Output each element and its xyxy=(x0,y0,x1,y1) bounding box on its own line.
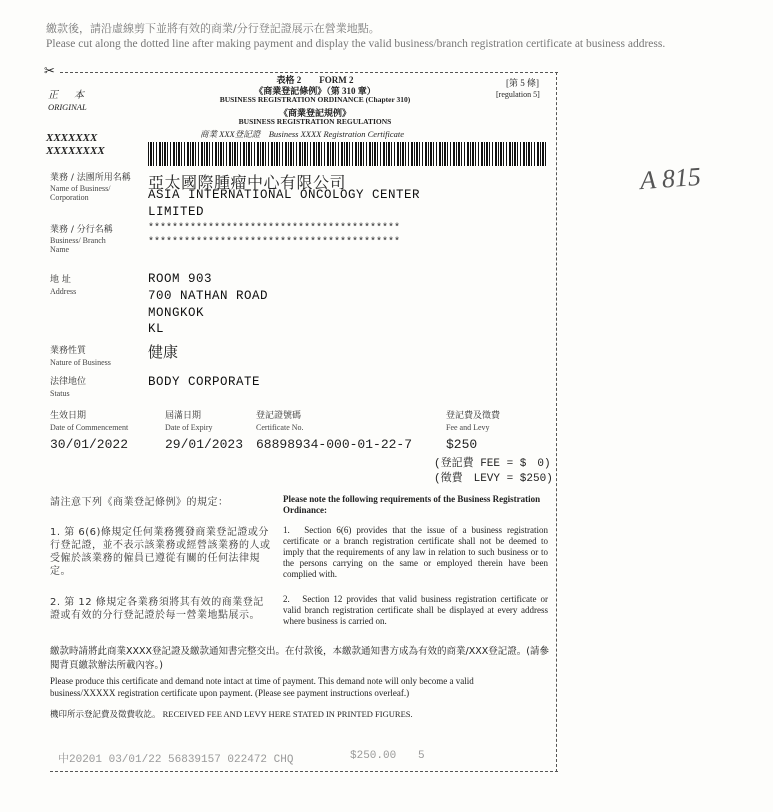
status-label-zh: 法律地位 xyxy=(50,377,87,387)
barcode xyxy=(148,142,548,166)
certificate-number: 68898934-000-01-22-7 xyxy=(256,437,413,452)
ordinance-en: BUSINESS REGISTRATION ORDINANCE (Chapter 310) xyxy=(219,95,411,104)
notice-en: Please cut along the dotted line after making payment and display the valid business/branch registration certificate at business address. xyxy=(46,38,666,50)
address-label-zh: 地 址 xyxy=(50,275,71,285)
copy-label-en: ORIGINAL xyxy=(48,102,87,112)
form-number: 表格 2 FORM 2 xyxy=(276,75,354,85)
notice-zh: 繳款後，請沿虛線剪下並將有效的商業/分行登記證展示在營業地點。 xyxy=(46,22,380,35)
note-1-en: 1. Section 6(6) provides that the issue of a business registration certificate or a branch registration certificate shall not be deemed to imply that the requirements of any law in relation to such business or to the persons carrying on the same or employed therein have been complied with. xyxy=(283,525,548,579)
handwritten-note: A 815 xyxy=(639,161,702,196)
footer-para-en-2: business/XXXXX registration certificate upon payment. (Please see payment instructions overleaf.) xyxy=(50,688,410,698)
payment-stamp-code: 5 xyxy=(418,750,425,762)
masked-text-2: XXXXXXXX xyxy=(46,145,105,157)
regulation-ref-zh: [第 5 條] xyxy=(506,78,539,88)
commence-label-en: Date of Commencement xyxy=(50,423,129,432)
commence-date: 30/01/2022 xyxy=(50,437,129,452)
notes-intro-en: Please note the following requirements of the Business Registration Ordinance: xyxy=(283,494,541,515)
branch-name-2: ****************************************** xyxy=(148,237,401,248)
nature-value: 健康 xyxy=(148,343,179,361)
regulation-ref-en: [regulation 5] xyxy=(496,90,540,99)
expiry-label-en: Date of Expiry xyxy=(165,423,213,432)
note-2-zh: 2. 第 12 條規定各業務須將其有效的商業登記證或有效的分行登記證於每一營業地點展示。 xyxy=(50,597,264,621)
regulations-en: BUSINESS REGISTRATION REGULATIONS xyxy=(238,117,392,126)
payment-stamp: 中20201 03/01/22 56839157 022472 CHQ xyxy=(58,754,294,766)
received-statement: 機印所示登記費及徵費收訖。 RECEIVED FEE AND LEVY HERE STATED IN PRINTED FIGURES. xyxy=(50,709,413,719)
name-label-en: Name of Business/ Corporation xyxy=(50,184,111,202)
fee-label-zh: 登記費及徵費 xyxy=(446,411,501,421)
levy-breakdown: (徵費 LEVY = $250) xyxy=(434,473,553,485)
nature-label-en: Nature of Business xyxy=(50,358,111,367)
business-name-en-1: ASIA INTERNATIONAL ONCOLOGY CENTER xyxy=(148,188,421,202)
scissors-icon: ✂ xyxy=(44,63,55,78)
fee-label-en: Fee and Levy xyxy=(446,423,490,432)
cert-no-label-en: Certificate No. xyxy=(256,423,304,432)
cut-line-right xyxy=(556,72,557,772)
business-name-zh: 亞太國際腫瘤中心有限公司 xyxy=(148,173,347,192)
status-label-en: Status xyxy=(50,389,70,398)
nature-label-zh: 業務性質 xyxy=(50,346,87,356)
note-2-en: 2. Section 12 provides that valid business registration certificate or valid branch registration certificate shall be displayed at every address where business is carried on. xyxy=(283,594,548,626)
ordinance-zh: 《商業登記條例》（第 310 章） xyxy=(254,86,376,96)
copy-label-zh: 正 本 xyxy=(48,90,87,101)
branch-label-en: Business/ Branch Name xyxy=(50,236,106,254)
branch-name-1: ****************************************** xyxy=(148,223,401,234)
payment-stamp-amount: $250.00 xyxy=(350,750,397,762)
cut-line-bottom xyxy=(50,771,558,772)
commence-label-zh: 生效日期 xyxy=(50,411,87,421)
regulations-zh: 《商業登記規例》 xyxy=(278,108,351,118)
footer-para-en-1: Please produce this certificate and demand note intact at time of payment. This demand note will only become a valid xyxy=(50,676,474,686)
name-label-zh: 業務 / 法團所用名稱 xyxy=(50,173,131,183)
branch-label-zh: 業務 / 分行名稱 xyxy=(50,225,113,235)
address-label-en: Address xyxy=(50,287,77,296)
fee-breakdown: (登記費 FEE = $ 0) xyxy=(434,458,551,470)
notes-intro-zh: 請注意下列《商業登記條例》的規定： xyxy=(50,497,229,508)
expiry-label-zh: 屆滿日期 xyxy=(165,411,202,421)
certificate-title: 商業 XXX登記證 Business XXXX Registration Certificate xyxy=(200,129,404,139)
business-name-en-2: LIMITED xyxy=(148,205,205,219)
fee-amount: $250 xyxy=(446,437,478,452)
masked-text-1: XXXXXXX xyxy=(46,132,98,144)
address-line-4: KL xyxy=(148,322,165,336)
expiry-date: 29/01/2023 xyxy=(165,437,244,452)
address-line-3: MONGKOK xyxy=(148,306,205,320)
status-value: BODY CORPORATE xyxy=(148,375,261,389)
address-line-1: ROOM 903 xyxy=(148,272,213,286)
note-1-zh: 1. 第 6(6)條規定任何業務獲發商業登記證或分行登記證，並不表示該業務或經營該業務的人或受僱於該業務的僱員已遵從有關的任何法律規定。 xyxy=(50,527,271,577)
footer-para-zh: 繳款時請將此商業XXXX登記證及繳款通知書完整交出。在付款後，本繳款通知書方成為有效的商業/XXX登記證。(請參閱背頁繳款辦法所載內容。) xyxy=(50,646,549,671)
cert-no-label-zh: 登記證號碼 xyxy=(256,411,302,421)
address-line-2: 700 NATHAN ROAD xyxy=(148,289,269,303)
